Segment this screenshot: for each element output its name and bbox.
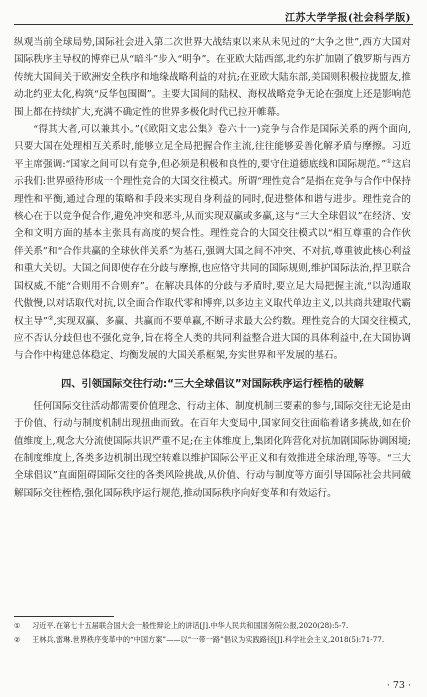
footnote-2-text: 王林兵,雷琳.世界秩序变革中的“中国方案”——以“一带一路”倡议为实践路径[J].科学社会主义,2018(5):71-77. — [32, 635, 385, 644]
paragraph-2 — [14, 121, 411, 365]
paragraph-3: 任何国际交往活动都需要价值理念、行动主体、制度机制三要素的参与,国际交往无论是由于价值、行动与制度机制出现扭曲而致。在百年大变局中,国家间交往面临着诸多挑战,如在价值维度上,观念大分流使国际共识严重不足;在主体维度上,集团化阵营化对抗加剧国际协调困境;在制度维度上,各类多边机制出现空转难以维护国际公平正义和有效推进全球治理,等等。“三大全球倡议”直面阻碍国际交往的各类风险挑战,从价值、行动与制度等方面引导国际社会共同破解国际交往桎梏,强化国际秩序运行规范,推动国际秩序向好变革和有效运行。 — [14, 400, 411, 499]
footnote-ref-1[interactable]: ① — [386, 157, 392, 165]
article-body — [14, 34, 411, 502]
paragraph-2-part-c: ,实现双赢、多赢、共赢而不要单赢,不断寻求最大公约数。理性竞合的大国交往模式,应不否认分歧但也不强化竞争,旨在将全人类的共同利益整合进大国的具体利益中,在大国协调与合作中构建总体稳定、均衡发展的大国关系框架,夯实世界和平发展的基石。 — [14, 315, 412, 362]
footnote-1-mark: ① — [14, 621, 21, 630]
paragraph-2-part-b: 这启示我们:世界亟待形成一个理性竞合的大国交往模式。所谓“理性竞合”是指在竞争与合作中保持理性和平衡,通过合理的策略和手段来实现自身利益的同时,促进整体和谐与进步。理性竞合的核心在于以竞争促合作,避免冲突和恶斗,从而实现双赢或多赢,这与“三大全球倡议”在经济、安全和文明方面的基本主张具有高度的契合性。理性竞合的大国交往模式以“相互尊重的合作伙伴关系”和“合作共赢的全球伙伴关系”为基石,强调大国之间不冲突、不对抗,尊重彼此核心利益和重大关切。大国之间即使存在分歧与摩擦,也应恪守共同的国际规则,维护国际法治,捍卫联合国权威,不能“合则用不合则弃”。在解决具体的分歧与矛盾时,要立足大局把握主流,“以沟通取代傲慢,以对话取代对抗,以全面合作取代零和博弈,以多边主义取代单边主义,以共商共建取代霸权主导” — [14, 158, 411, 327]
footnote-2-mark: ② — [14, 635, 21, 644]
footnote-2 — [14, 634, 411, 646]
header-divider — [14, 24, 413, 25]
journal-header: 江苏大学学报(社会科学版) — [285, 13, 411, 24]
footnotes — [14, 620, 411, 648]
footnote-1 — [14, 620, 411, 632]
paragraph-2-part-a: “得其大者,可以兼其小。”(《欧阳文忠公集》卷六十一)竞争与合作是国际关系的两个面向,只要大国在处理相互关系时,能够立足全局把握合作主流,往往能够妥善化解矛盾与摩擦。习近平主席强调:“国家之间可以有竞争,但必须是积极和良性的,要守住道德底线和国际规范。” — [14, 124, 411, 170]
footnote-1-text: 习近平.在第七十五届联合国大会一般性辩论上的讲话[J].中华人民共和国国务院公报,2020(28):5-7. — [32, 621, 349, 630]
footnote-divider — [14, 616, 114, 617]
section-heading: 四、引领国际交往行动:“三大全球倡议”对国际秩序运行桎梏的破解 — [61, 378, 364, 390]
paragraph-1: 纵观当前全球局势,国际社会进入第二次世界大战结束以来从未见过的“大争之世”,西方大国对国际秩序主导权的博弈已从“暗斗”步入“明争”。在亚欧大陆西部,北约东扩加剧了俄罗斯与西方传统大国间关于欧洲安全秩序和地缘战略利益的对抗;在亚欧大陆东部,美国则积极拉拢盟友,推动北约亚太化,构筑“反华包围圈”。主要大国间的陆权、海权战略竞争无论在强度上还是影响范围上都在持续扩大,充满不确定性的世界多极化时代已拉开帷幕。 — [14, 37, 411, 118]
page-number: · 73 · — [386, 680, 411, 691]
footnote-ref-2[interactable]: ② — [47, 314, 54, 322]
